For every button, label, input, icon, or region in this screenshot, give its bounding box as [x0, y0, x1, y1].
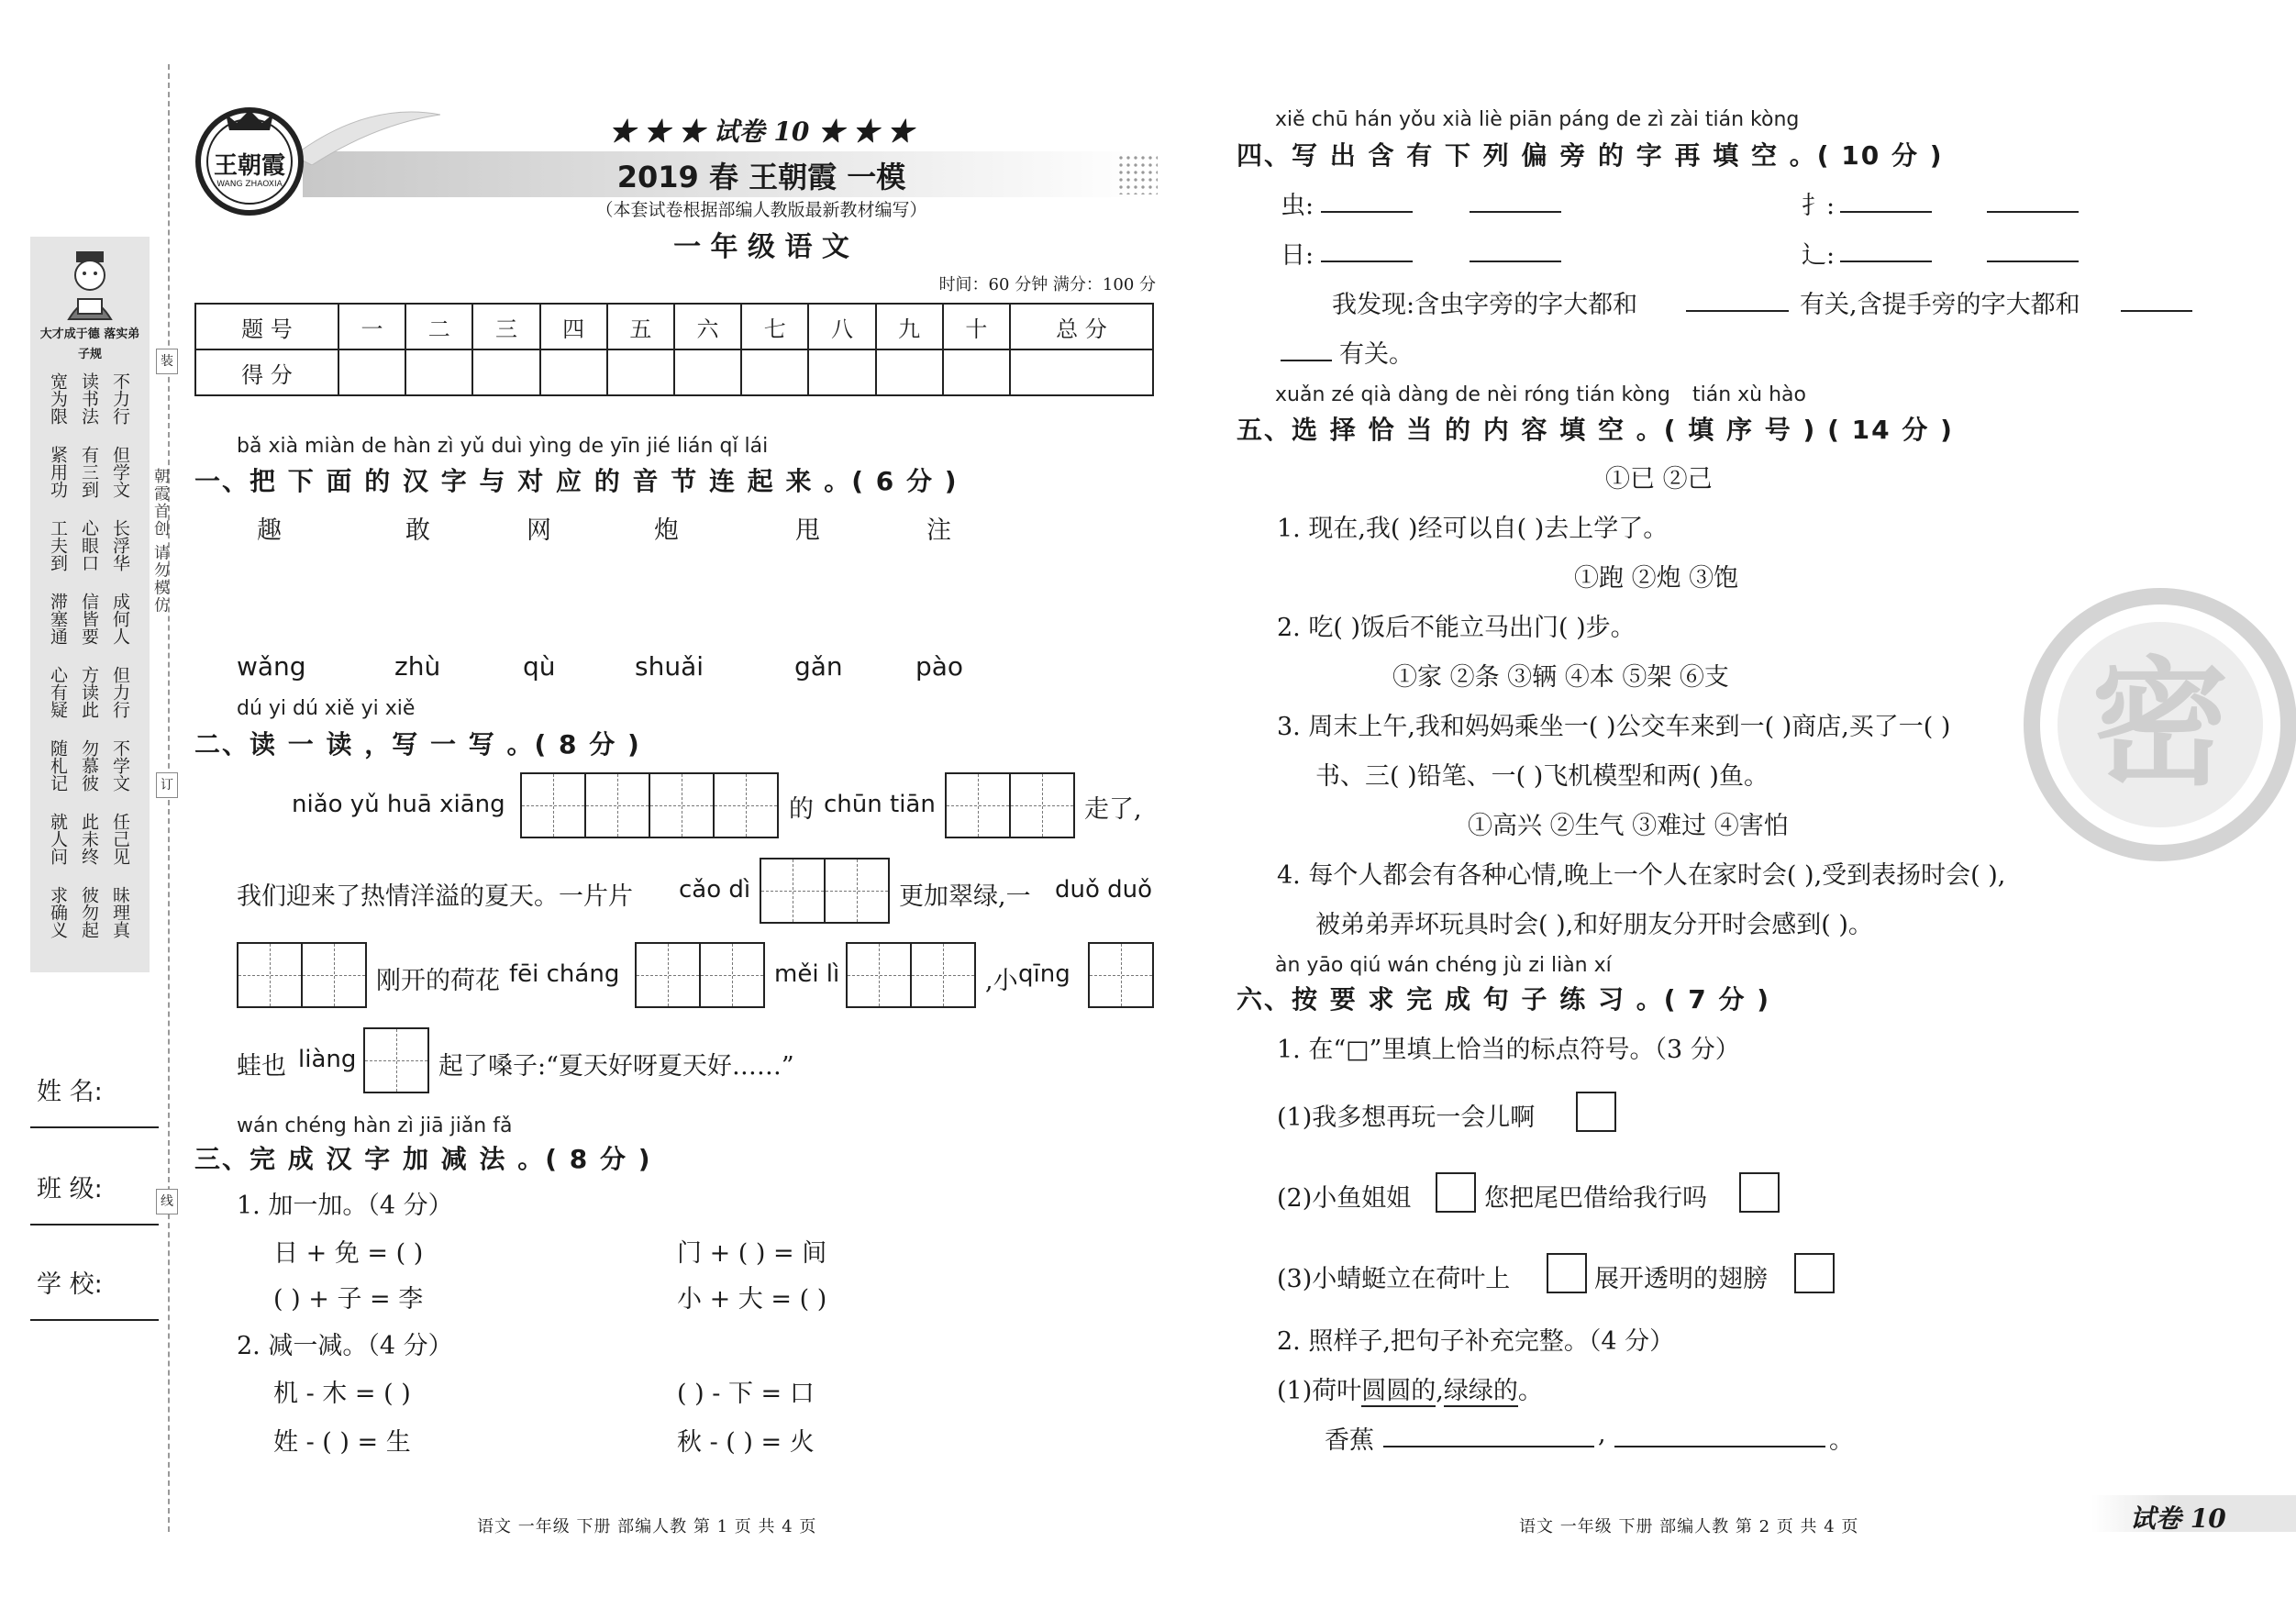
- answer-line[interactable]: [1470, 261, 1561, 262]
- answer-line[interactable]: [2121, 310, 2192, 312]
- q6-example-e: 。: [1517, 1377, 1543, 1405]
- logo-text: 王朝霞: [213, 152, 285, 180]
- motto-couplet: 方读此: [79, 666, 99, 718]
- q1-char-3[interactable]: 网: [527, 516, 551, 545]
- answer-line[interactable]: [1987, 211, 2079, 213]
- q4-radical-2: 扌:: [1802, 192, 1836, 220]
- score-table-header-cell: 四: [540, 304, 607, 349]
- q2-line2-pinyin-b: cǎo dì: [679, 876, 751, 904]
- motto-couplet: 彼勿起: [79, 886, 99, 938]
- answer-line[interactable]: [1383, 1446, 1594, 1447]
- logo-subtext: WANG ZHAOXIA: [216, 180, 283, 189]
- q6-example: [1277, 1370, 1543, 1406]
- q4-found-b: 有关,含提手旁的字大都和: [1800, 291, 2080, 319]
- score-cell[interactable]: [472, 349, 539, 395]
- punctuation-box[interactable]: [1739, 1172, 1780, 1213]
- score-table-header-cell: 六: [674, 304, 741, 349]
- q5-title: 五、选 择 恰 当 的 内 容 填 空 。( 填 序 号 ) ( 14 分 ): [1237, 415, 1954, 445]
- scholar-icon: [58, 248, 122, 321]
- sidebar-motto-panel: [30, 237, 150, 972]
- exam-subtitle: （本套试卷根据部编人教版最新教材编写）: [595, 200, 927, 220]
- motto-couplet: 任己见: [110, 813, 130, 865]
- q5-options-1: ①已 ②己: [1605, 465, 1713, 494]
- footer-right: 语文 一年级 下册 部编人教 第 2 页 共 4 页: [1519, 1517, 1859, 1536]
- motto-couplet: 信皆要: [79, 593, 99, 645]
- write-box[interactable]: [760, 858, 826, 924]
- q5-item-3b[interactable]: 书、三( )铅笔、一( )飞机模型和两( )鱼。: [1315, 762, 1769, 791]
- q3-add-4[interactable]: 小 + 大 = ( ): [677, 1285, 827, 1314]
- class-field[interactable]: [30, 1224, 159, 1225]
- q2-line2-text-a: 我们迎来了热情洋溢的夏天。一片片: [237, 882, 633, 911]
- score-table-header-label: 题 号: [195, 304, 338, 349]
- q1-char-1[interactable]: 趣: [257, 516, 282, 545]
- q5-item-2[interactable]: 2. 吃( )饭后不能立马出门( )步。: [1277, 614, 1636, 642]
- score-cell[interactable]: [943, 349, 1010, 395]
- q5-item-1[interactable]: 1. 现在,我( )经可以自( )去上学了。: [1277, 515, 1669, 543]
- punctuation-box[interactable]: [1436, 1172, 1476, 1213]
- motto-couplet: 紧用功: [48, 446, 68, 498]
- q2-line1-text-d: 走了,: [1084, 795, 1142, 824]
- write-box[interactable]: [713, 772, 779, 838]
- paper-number: ★ ★ ★ 试卷 10 ★ ★ ★: [609, 116, 914, 147]
- q1-syllable-5[interactable]: gǎn: [794, 651, 843, 682]
- q1-title: 一、把 下 面 的 汉 字 与 对 应 的 音 节 连 起 来 。( 6 分 ): [194, 466, 959, 496]
- score-table-header-cell: 九: [876, 304, 943, 349]
- answer-line[interactable]: [1470, 211, 1561, 213]
- score-table-header-cell: 五: [607, 304, 674, 349]
- q6-sentence-3b: 展开透明的翅膀: [1594, 1265, 1768, 1293]
- copyright-seal: 朝霞首创 请勿模仿: [150, 468, 169, 615]
- motto-couplet: 不学文: [110, 739, 130, 792]
- exam-title: 2019 春 王朝霞 一模: [616, 160, 906, 194]
- q1-syllable-4[interactable]: shuǎi: [635, 651, 704, 682]
- answer-line[interactable]: [1686, 310, 1789, 312]
- q6-pinyin: àn yāo qiú wán chéng jù zi liàn xí: [1275, 954, 1612, 977]
- q1-syllable-2[interactable]: zhù: [394, 651, 441, 682]
- score-table-header-total: 总 分: [1010, 304, 1153, 349]
- q3-minus-4[interactable]: 秋 - ( ) = 火: [677, 1428, 815, 1457]
- score-cell[interactable]: [808, 349, 875, 395]
- q4-pinyin: xiě chū hán yǒu xià liè piān páng de zì zài tián kòng: [1275, 108, 1800, 131]
- motto-couplet: 工夫到: [48, 519, 68, 571]
- class-label: 班 级:: [37, 1175, 103, 1203]
- motto-couplet: 此未终: [79, 813, 99, 865]
- q2-line3-pinyin-e: qīng: [1018, 960, 1070, 988]
- name-label: 姓 名:: [37, 1078, 103, 1106]
- motto-couplet: 就人问: [48, 813, 68, 865]
- school-field[interactable]: [30, 1319, 159, 1321]
- motto-couplet: 随札记: [48, 739, 68, 792]
- answer-line[interactable]: [1840, 211, 1932, 213]
- q6-example-b: 圆圆的: [1361, 1377, 1436, 1405]
- binding-dashed-line: [168, 64, 170, 1532]
- q4-radical-1: 虫:: [1281, 192, 1314, 220]
- q3-title: 三、完 成 汉 字 加 减 法 。( 8 分 ): [194, 1144, 652, 1174]
- q5-item-4a[interactable]: 4. 每个人都会有各种心情,晚上一个人在家时会( ),受到表扬时会( ),: [1277, 861, 2006, 890]
- write-box[interactable]: [699, 942, 765, 1008]
- answer-line[interactable]: [1614, 1446, 1825, 1447]
- score-cell[interactable]: [540, 349, 607, 395]
- course-title: 一 年 级 语 文: [673, 231, 849, 263]
- write-box[interactable]: [945, 772, 1011, 838]
- q3-sub2: 2. 减一减。（4 分）: [237, 1332, 453, 1360]
- q2-title: 二、读 一 读 ，写 一 写 。( 8 分 ): [194, 729, 641, 760]
- write-box[interactable]: [584, 772, 650, 838]
- sidebar-motto-top: 大才成于德 落实弟子规: [39, 327, 140, 361]
- q6-fill-b: ,: [1598, 1420, 1606, 1448]
- q2-line4-text-a: 蛙也: [237, 1052, 286, 1081]
- q3-minus-3[interactable]: 姓 - ( ) = 生: [273, 1428, 411, 1457]
- score-cell[interactable]: [876, 349, 943, 395]
- q5-item-3a[interactable]: 3. 周末上午,我和妈妈乘坐一( )公交车来到一( )商店,买了一( ): [1277, 713, 1951, 741]
- q1-char-4[interactable]: 炮: [654, 516, 679, 545]
- q2-line2-text-c: 更加翠绿,一: [899, 882, 1031, 911]
- q6-sub1: 1. 在“□”里填上恰当的标点符号。（3 分）: [1277, 1036, 1740, 1064]
- motto-couplet: 勿慕彼: [79, 739, 99, 792]
- q2-line1-pinyin-a: niǎo yǔ huā xiāng: [292, 791, 505, 818]
- write-box[interactable]: [301, 942, 367, 1008]
- score-table-header-cell: 七: [741, 304, 808, 349]
- q2-line3-text-d: ,小: [985, 967, 1018, 995]
- q3-add-3[interactable]: ( ) + 子 = 李: [273, 1285, 424, 1314]
- q5-pinyin-2: tián xù hào: [1692, 383, 1806, 406]
- footer-left: 语文 一年级 下册 部编人教 第 1 页 共 4 页: [477, 1517, 817, 1536]
- q1-syllable-6[interactable]: pào: [915, 651, 964, 682]
- q5-options-4: ①高兴 ②生气 ③难过 ④害怕: [1468, 812, 1789, 840]
- write-box[interactable]: [635, 942, 701, 1008]
- q2-line3-text-a: 刚开的荷花: [376, 967, 500, 995]
- score-cell[interactable]: [405, 349, 472, 395]
- motto-couplet: 成何人: [110, 593, 130, 645]
- q6-fill-c: 。: [1829, 1426, 1854, 1455]
- answer-line[interactable]: [1281, 360, 1332, 361]
- banner-dot-pattern: [1117, 154, 1158, 194]
- q5-options-3: ①家 ②条 ③辆 ④本 ⑤架 ⑥支: [1392, 663, 1729, 692]
- punctuation-box[interactable]: [1794, 1253, 1835, 1293]
- motto-couplet: 长浮华: [110, 519, 130, 571]
- q5-item-4b[interactable]: 被弟弟弄坏玩具时会( ),和好朋友分开时会感到( )。: [1315, 911, 1873, 939]
- score-table: [194, 303, 1154, 396]
- banner-ribbon: [294, 101, 440, 165]
- q2-line4-text-c: 起了嗓子:“夏天好呀夏天好……”: [438, 1052, 794, 1081]
- q5-pinyin: xuǎn zé qià dàng de nèi róng tián kòng: [1275, 383, 1670, 406]
- motto-couplet: 求确义: [48, 886, 68, 938]
- motto-couplet: 有三到: [79, 446, 99, 498]
- motto-couplet: 但学文: [110, 446, 130, 498]
- motto-couplet: 但力行: [110, 666, 130, 718]
- q3-add-1[interactable]: 日 + 免 = ( ): [273, 1239, 424, 1268]
- q3-pinyin: wán chéng hàn zì jiā jiǎn fǎ: [237, 1115, 513, 1137]
- answer-line[interactable]: [1987, 261, 2079, 262]
- q1-pinyin: bǎ xià miàn de hàn zì yǔ duì yìng de yīn jié lián qǐ lái: [237, 435, 769, 458]
- score-cell[interactable]: [1010, 349, 1153, 395]
- q3-sub1: 1. 加一加。（4 分）: [237, 1192, 453, 1220]
- q2-line1-pinyin-c: chūn tiān: [824, 791, 936, 818]
- score-table-header-cell: 二: [405, 304, 472, 349]
- answer-line[interactable]: [1321, 211, 1413, 213]
- q2-line3-pinyin-b: fēi cháng: [509, 960, 620, 988]
- q2-pinyin: dú yi dú xiě yi xiě: [237, 697, 416, 720]
- write-box[interactable]: [520, 772, 586, 838]
- school-label: 学 校:: [37, 1270, 103, 1299]
- q4-found-c: 有关。: [1339, 340, 1414, 369]
- score-table-header-cell: 一: [338, 304, 405, 349]
- q2-line3-pinyin-c: měi lì: [774, 960, 840, 988]
- write-box[interactable]: [1088, 942, 1154, 1008]
- q1-syllable-3[interactable]: qù: [523, 651, 556, 682]
- motto-couplet: 不力行: [110, 372, 130, 425]
- punctuation-box[interactable]: [1576, 1092, 1616, 1132]
- q6-fill-a: 香蕉: [1325, 1426, 1374, 1455]
- score-cell[interactable]: [338, 349, 405, 395]
- corner-label: 试卷 10: [2130, 1503, 2226, 1534]
- score-row-label: 得 分: [195, 349, 338, 395]
- write-box[interactable]: [363, 1027, 429, 1093]
- q6-example-d: 绿绿的: [1443, 1377, 1518, 1405]
- q6-sub2: 2. 照样子,把句子补充完整。（4 分）: [1277, 1327, 1675, 1356]
- q2-line4-pinyin-b: liàng: [298, 1046, 357, 1073]
- write-box[interactable]: [649, 772, 715, 838]
- q1-char-6[interactable]: 注: [926, 516, 951, 545]
- motto-couplet: 滞塞通: [48, 593, 68, 645]
- q5-options-2: ①跑 ②炮 ③饱: [1574, 564, 1739, 593]
- motto-couplet: 心有疑: [48, 666, 68, 718]
- q1-char-2[interactable]: 敢: [405, 516, 430, 545]
- name-field[interactable]: [30, 1126, 159, 1128]
- score-table-header-cell: 八: [808, 304, 875, 349]
- q4-radical-4: 辶:: [1802, 241, 1836, 270]
- q4-radical-3: 日:: [1281, 241, 1314, 270]
- answer-line[interactable]: [1840, 261, 1932, 262]
- q3-add-2[interactable]: 门 + ( ) = 间: [677, 1239, 827, 1268]
- confidential-stamp: [2023, 587, 2296, 862]
- q6-example-a: (1)荷叶: [1277, 1377, 1362, 1405]
- motto-couplet: 昧理真: [110, 886, 130, 938]
- punctuation-box[interactable]: [1547, 1253, 1587, 1293]
- score-table-header-cell: 三: [472, 304, 539, 349]
- write-box[interactable]: [910, 942, 976, 1008]
- score-table-header-cell: 十: [943, 304, 1010, 349]
- q6-example-c: ,: [1436, 1377, 1444, 1405]
- brand-logo: [193, 103, 306, 216]
- q6-title: 六、按 要 求 完 成 句 子 练 习 。( 7 分 ): [1237, 984, 1771, 1015]
- write-box[interactable]: [846, 942, 912, 1008]
- q1-char-5[interactable]: 甩: [795, 516, 820, 545]
- q6-sentence-2b: 您把尾巴借给我行吗: [1484, 1184, 1707, 1213]
- score-cell[interactable]: [674, 349, 741, 395]
- q4-found-a: 我发现:含虫字旁的字大都和: [1332, 291, 1638, 319]
- q6-sentence-2a: (2)小鱼姐姐: [1277, 1184, 1412, 1213]
- score-cell[interactable]: [607, 349, 674, 395]
- q1-syllable-1[interactable]: wǎng: [237, 651, 306, 682]
- q3-minus-1[interactable]: 机 - 木 = ( ): [273, 1380, 411, 1408]
- q6-sentence-3a: (3)小蜻蜓立在荷叶上: [1277, 1265, 1511, 1293]
- bind-mark-2: 订: [156, 772, 178, 798]
- motto-couplet: 宽为限: [48, 372, 68, 425]
- motto-couplet: 心眼口: [79, 519, 99, 571]
- q2-line2-pinyin-d: duǒ duǒ: [1055, 876, 1153, 904]
- answer-line[interactable]: [1321, 261, 1413, 262]
- time-info: 时间：60 分钟 满分：100 分: [938, 275, 1156, 294]
- bind-mark-3: 线: [156, 1189, 178, 1214]
- write-box[interactable]: [1009, 772, 1075, 838]
- q4-title: 四、写 出 含 有 下 列 偏 旁 的 字 再 填 空 。( 10 分 ): [1237, 140, 1944, 171]
- stamp-char: 密: [2091, 645, 2229, 804]
- q2-line1-text-b: 的: [789, 795, 814, 824]
- bind-mark-1: 装: [156, 349, 178, 374]
- motto-couplet: 读书法: [79, 372, 99, 425]
- score-cell[interactable]: [741, 349, 808, 395]
- write-box[interactable]: [824, 858, 890, 924]
- write-box[interactable]: [237, 942, 303, 1008]
- q6-sentence-1: (1)我多想再玩一会儿啊: [1277, 1103, 1536, 1132]
- q3-minus-2[interactable]: ( ) - 下 = 口: [677, 1380, 815, 1408]
